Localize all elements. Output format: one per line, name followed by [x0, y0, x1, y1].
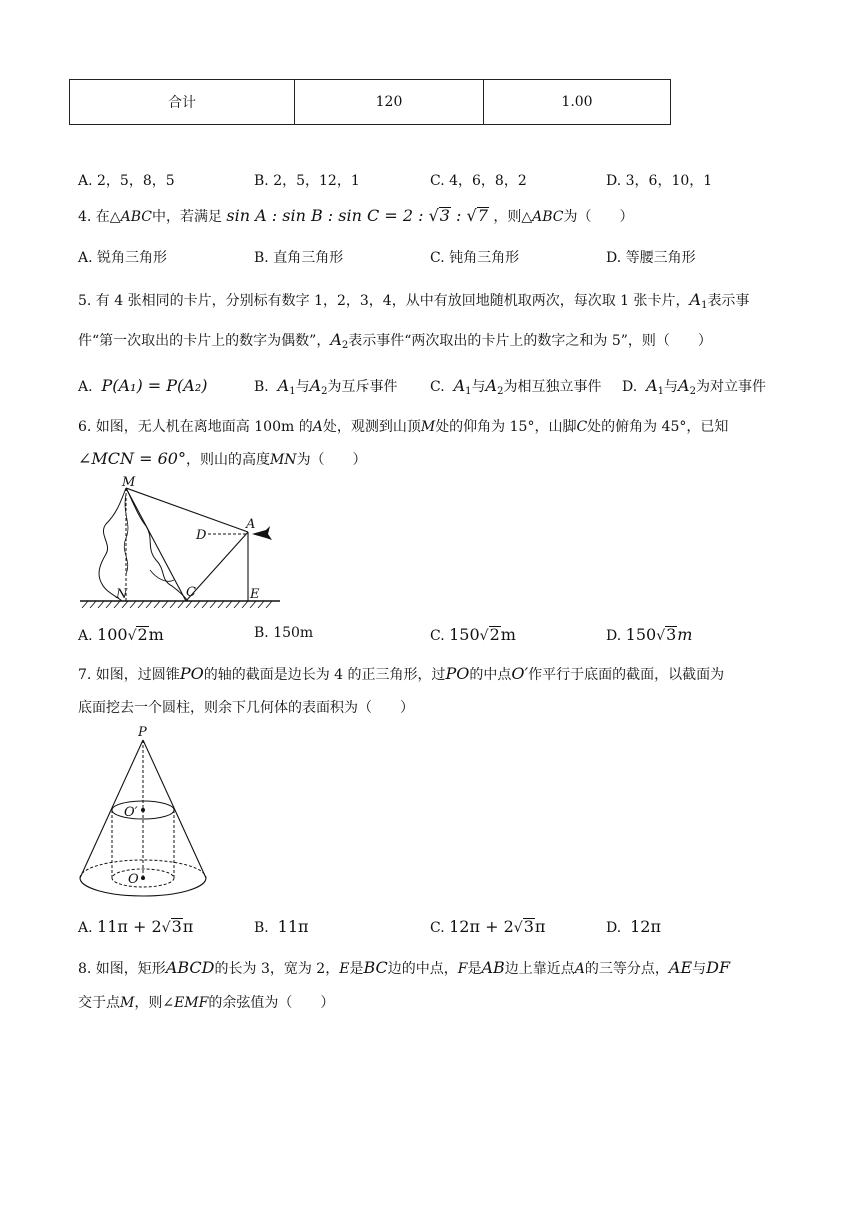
fig6-label-a: A	[246, 517, 256, 532]
sin-ratio-expression: sin A : sin B : sin C = 2 : √3 : √7	[226, 206, 488, 225]
q6-stem-line2: ∠MCN = 60°，则山的高度MN为（ ）	[78, 449, 367, 468]
q4-option-a[interactable]: A. 锐角三角形	[78, 250, 168, 266]
fig6-label-n: N	[116, 587, 128, 602]
q5-option-a[interactable]: A. P(A₁) = P(A₂)	[78, 376, 208, 395]
q4-stem: 4. 在△ABC中，若满足 sin A : sin B : sin C = 2 : √3 : √7 ，则△ABC为（ ）	[78, 206, 634, 225]
fig6-label-d: D	[196, 528, 207, 543]
q4-option-c[interactable]: C. 钝角三角形	[430, 250, 520, 266]
fig7-label-o-prime: O′	[124, 805, 138, 820]
q8-stem-line2: 交于点M，则∠EMF的余弦值为（ ）	[78, 995, 335, 1011]
q3-option-a[interactable]: A. 2，5，8，5	[78, 173, 175, 189]
q3-option-c[interactable]: C. 4，6，8，2	[430, 173, 527, 189]
q6-option-c[interactable]: C. 150√2m	[430, 625, 516, 644]
q6-option-b[interactable]: B. 150m	[254, 625, 314, 641]
fig6-label-e: E	[250, 587, 260, 602]
q5-option-b[interactable]: B. $A_1$与$A_2$为互斥事件	[254, 376, 398, 397]
q4-option-d[interactable]: D. 等腰三角形	[606, 250, 696, 266]
q5-option-c[interactable]: C. $A_1$与$A_2$为相互独立事件	[430, 376, 602, 397]
q8-stem-line1: 8. 如图，矩形ABCD的长为 3，宽为 2，E是BC边的中点，F是AB边上靠近点A的三等分点，AE与DF	[78, 958, 731, 977]
q7-option-b[interactable]: B. 11π	[254, 917, 309, 936]
q7-option-d[interactable]: D. 12π	[606, 917, 661, 936]
q5-stem-line1: 5. 有 4 张相同的卡片，分别标有数字 1，2，3，4，从中有放回地随机取两次，每次取 1 张卡片，$A_1$表示事	[78, 290, 750, 311]
total-label-cell: 合计	[70, 80, 295, 125]
fig7-label-p: P	[138, 725, 147, 740]
q4-option-b[interactable]: B. 直角三角形	[254, 250, 344, 266]
q7-stem-line1: 7. 如图，过圆锥PO的轴的截面是边长为 4 的正三角形，过PO的中点O′作平行于底面的截面，以截面为	[78, 664, 725, 683]
q7-option-c[interactable]: C. 12π + 2√3π	[430, 917, 546, 936]
q6-option-a[interactable]: A. 100√2m	[78, 625, 164, 644]
frequency-table-total-row	[69, 79, 671, 125]
fig6-label-m: M	[122, 475, 136, 490]
q6-option-d[interactable]: D. 150√3m	[606, 625, 693, 644]
q5-option-d[interactable]: D. $A_1$与$A_2$为对立事件	[622, 376, 766, 397]
fig6-label-c: C	[186, 585, 196, 600]
mountain-drone-figure	[76, 474, 286, 609]
fig7-label-o: O	[128, 872, 139, 887]
total-freq-cell: 1.00	[484, 80, 671, 125]
q3-option-b[interactable]: B. 2，5，12，1	[254, 173, 360, 189]
q5-stem-line2: 件“第一次取出的卡片上的数字为偶数”，$A_2$表示事件“两次取出的卡片上的数字之和为 5”，则（ ）	[78, 330, 712, 351]
q6-stem-line1: 6. 如图，无人机在离地面高 100m 的A处，观测到山顶M处的仰角为 15°，山脚C处的俯角为 45°，已知	[78, 419, 729, 435]
q3-option-d[interactable]: D. 3，6，10，1	[606, 173, 713, 189]
q7-stem-line2: 底面挖去一个圆柱，则余下几何体的表面积为（ ）	[78, 700, 414, 716]
cone-cylinder-figure	[76, 726, 256, 901]
q7-option-a[interactable]: A. 11π + 2√3π	[78, 917, 194, 936]
total-count-cell: 120	[295, 80, 484, 125]
